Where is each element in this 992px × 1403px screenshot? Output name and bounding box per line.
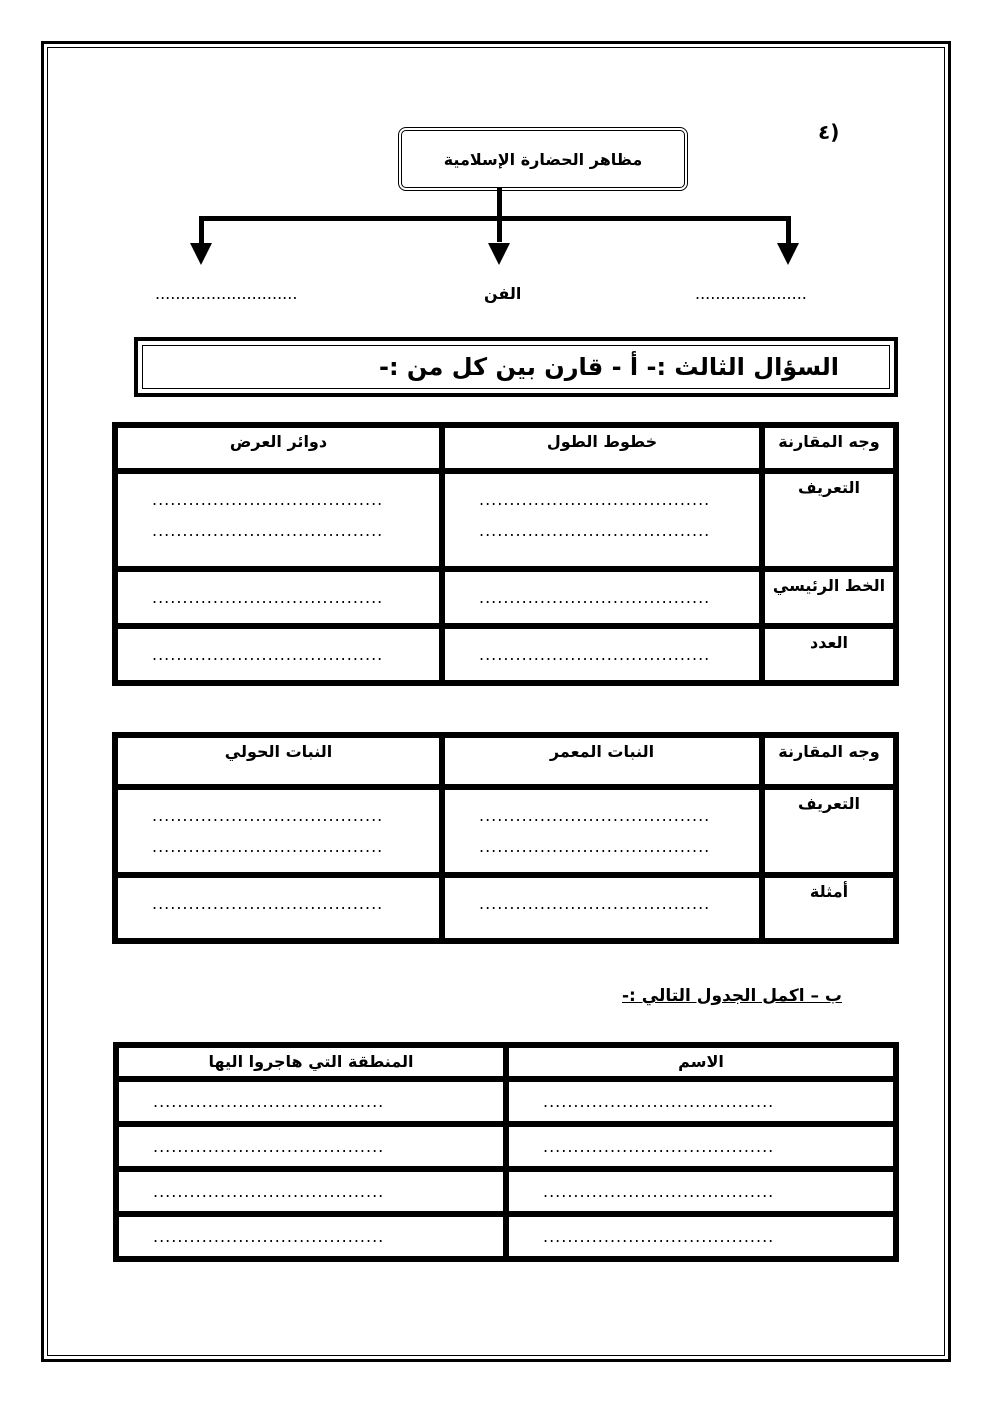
row-label: التعريف xyxy=(763,472,895,568)
table-row xyxy=(116,472,895,568)
answer-cell[interactable] xyxy=(116,627,441,682)
arrow-down-icon xyxy=(488,243,510,265)
tree-connector xyxy=(497,187,502,242)
section-b-title: ب – اكمل الجدول التالي :- xyxy=(621,986,842,1006)
arrow-down-icon xyxy=(190,243,212,265)
tree-branch-blank: ...................... xyxy=(695,284,807,303)
comparison-table-1 xyxy=(112,422,899,686)
migration-table xyxy=(113,1042,899,1262)
row-label: أمثلة xyxy=(763,876,895,940)
arrow-down-icon xyxy=(777,243,799,265)
tree-root-box xyxy=(398,127,688,191)
blank-line: ...................................... xyxy=(479,837,711,856)
blank-line: ...................................... xyxy=(543,1182,775,1201)
answer-cell[interactable] xyxy=(443,788,761,874)
table-row xyxy=(116,627,895,682)
header-cell: دوائر العرض xyxy=(116,426,441,470)
answer-cell[interactable] xyxy=(507,1170,895,1213)
table-row xyxy=(117,1080,895,1123)
blank-line: ...................................... xyxy=(152,837,384,856)
blank-line: ...................................... xyxy=(153,1092,385,1111)
blank-line: ...................................... xyxy=(479,490,711,509)
question3-title: السؤال الثالث :- أ - قارن بين كل من :- xyxy=(379,353,839,381)
blank-line: ...................................... xyxy=(543,1137,775,1156)
blank-line: ...................................... xyxy=(543,1227,775,1246)
tree-connector xyxy=(786,216,791,246)
row-label: الخط الرئيسي xyxy=(763,570,895,625)
blank-line: ...................................... xyxy=(479,645,711,664)
answer-cell[interactable] xyxy=(443,627,761,682)
answer-cell[interactable] xyxy=(443,570,761,625)
header-cell: النبات الحولي xyxy=(116,736,441,786)
row-label: العدد xyxy=(763,627,895,682)
blank-line: ...................................... xyxy=(153,1182,385,1201)
table-row xyxy=(117,1215,895,1258)
answer-cell[interactable] xyxy=(116,788,441,874)
answer-cell[interactable] xyxy=(443,876,761,940)
answer-cell[interactable] xyxy=(117,1125,505,1168)
row-label: التعريف xyxy=(763,788,895,874)
answer-cell[interactable] xyxy=(116,472,441,568)
blank-line: ...................................... xyxy=(543,1092,775,1111)
header-cell: وجه المقارنة xyxy=(763,426,895,470)
blank-line: ...................................... xyxy=(152,806,384,825)
answer-cell[interactable] xyxy=(116,876,441,940)
blank-line: ...................................... xyxy=(479,521,711,540)
table-row xyxy=(116,876,895,940)
question3-box xyxy=(134,337,898,397)
answer-cell[interactable] xyxy=(117,1080,505,1123)
blank-line: ...................................... xyxy=(153,1227,385,1246)
table-row xyxy=(117,1125,895,1168)
header-cell: خطوط الطول xyxy=(443,426,761,470)
tree-branch-blank: ............................ xyxy=(155,284,298,303)
table-row xyxy=(116,426,895,470)
table-row xyxy=(116,788,895,874)
blank-line: ...................................... xyxy=(479,806,711,825)
answer-cell[interactable] xyxy=(117,1215,505,1258)
header-cell: وجه المقارنة xyxy=(763,736,895,786)
tree-branch-label: الفن xyxy=(484,284,522,303)
blank-line: ...................................... xyxy=(153,1137,385,1156)
header-cell: الاسم xyxy=(507,1046,895,1078)
tree-connector xyxy=(199,216,791,221)
answer-cell[interactable] xyxy=(117,1170,505,1213)
answer-cell[interactable] xyxy=(507,1215,895,1258)
tree-connector xyxy=(199,216,204,246)
question-number: (٤ xyxy=(818,120,840,144)
header-cell: النبات المعمر xyxy=(443,736,761,786)
blank-line: ...................................... xyxy=(152,588,384,607)
blank-line: ...................................... xyxy=(152,894,384,913)
blank-line: ...................................... xyxy=(152,490,384,509)
answer-cell[interactable] xyxy=(116,570,441,625)
blank-line: ...................................... xyxy=(152,645,384,664)
table-row xyxy=(117,1170,895,1213)
blank-line: ...................................... xyxy=(479,894,711,913)
answer-cell[interactable] xyxy=(443,472,761,568)
header-cell: المنطقة التي هاجروا اليها xyxy=(117,1046,505,1078)
answer-cell[interactable] xyxy=(507,1125,895,1168)
comparison-table-2 xyxy=(112,732,899,944)
tree-root-label: مظاهر الحضارة الإسلامية xyxy=(443,149,643,169)
table-row xyxy=(116,570,895,625)
table-row xyxy=(116,736,895,786)
answer-cell[interactable] xyxy=(507,1080,895,1123)
blank-line: ...................................... xyxy=(152,521,384,540)
table-row xyxy=(117,1046,895,1078)
blank-line: ...................................... xyxy=(479,588,711,607)
